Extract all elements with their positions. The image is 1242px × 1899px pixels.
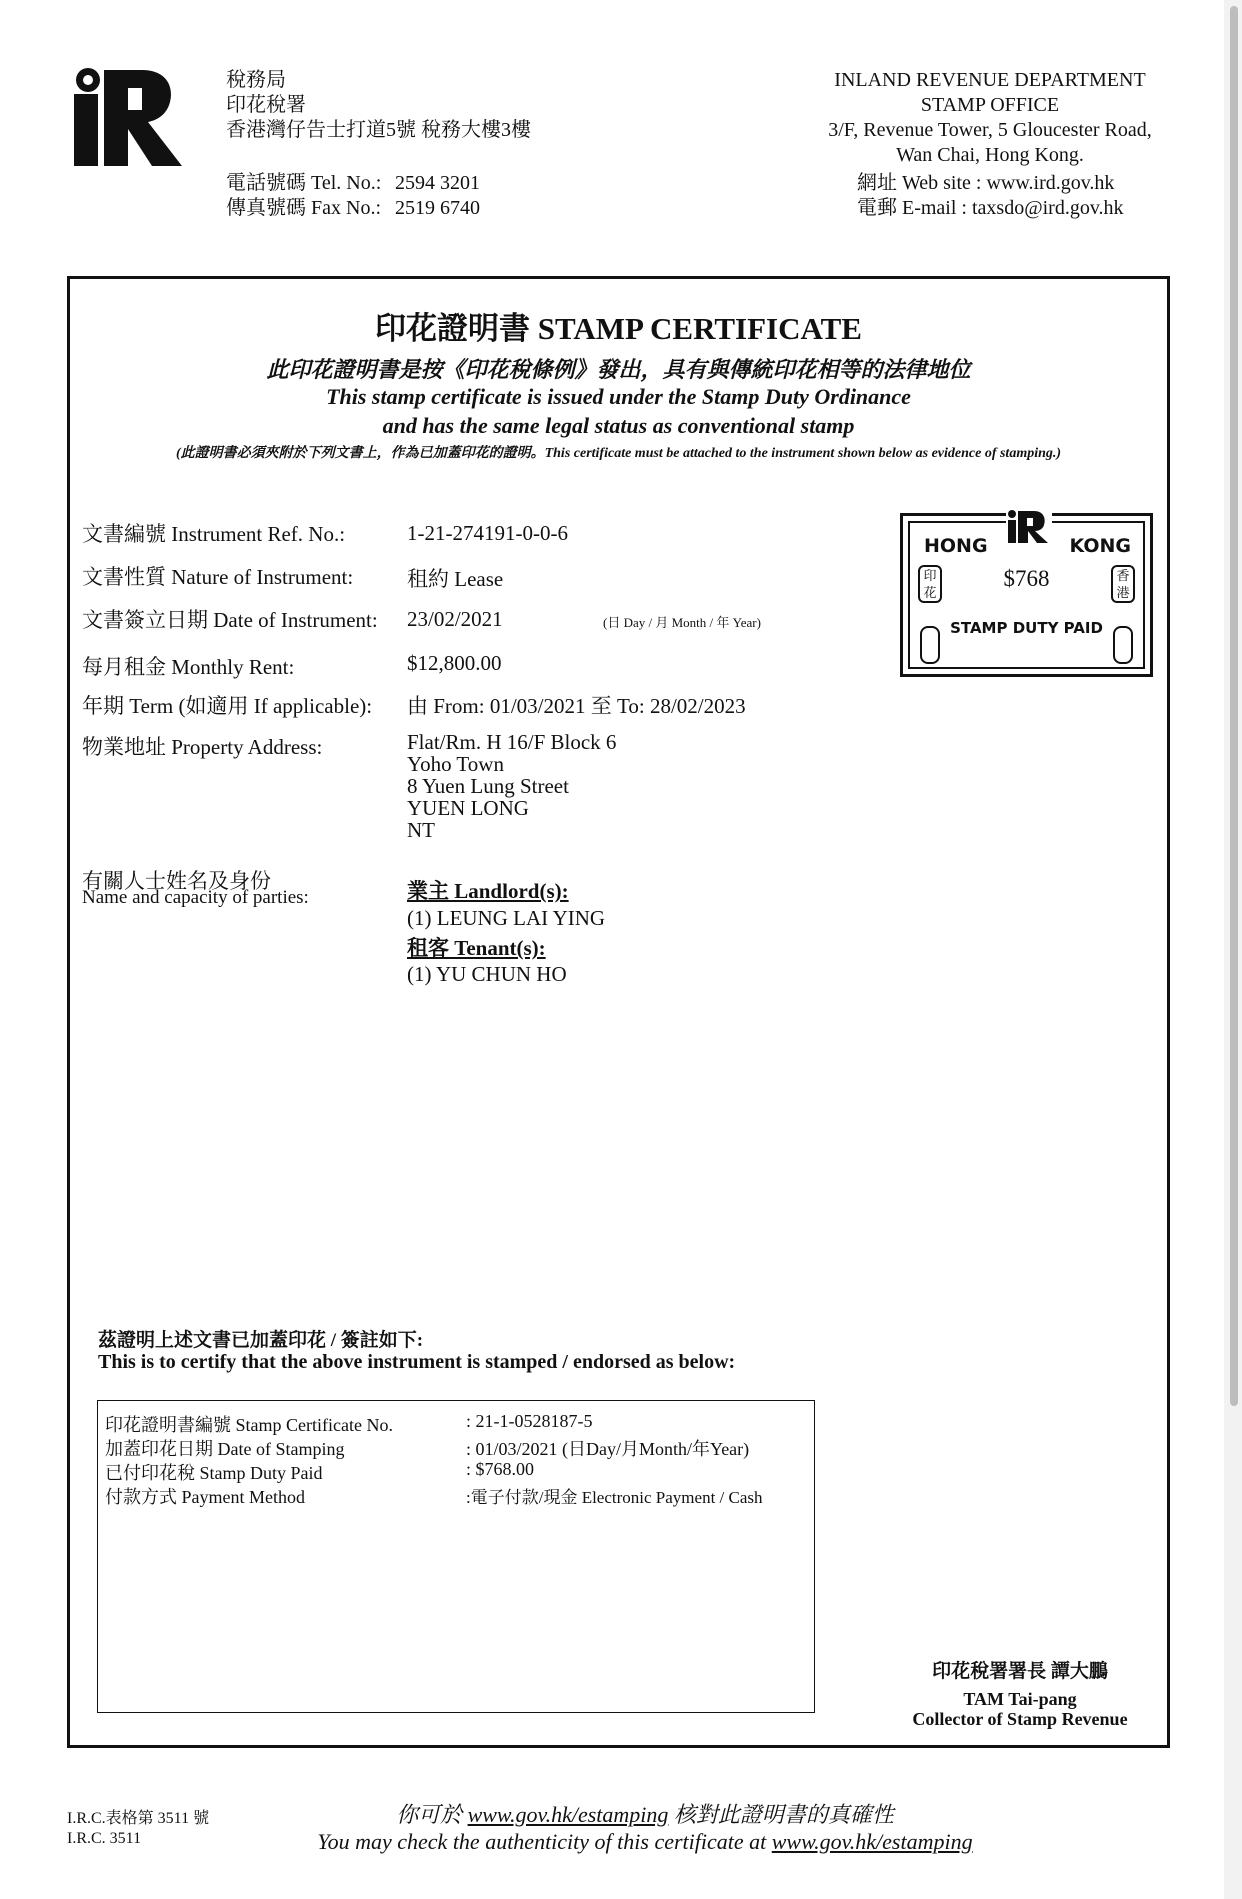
- address-line: NT: [407, 818, 435, 842]
- endorsement-heading-chi: 茲證明上述文書已加蓋印花 / 簽註如下:: [98, 1330, 424, 1351]
- verify-chi-suffix: 核對此證明書的真確性: [673, 1802, 894, 1827]
- tenant-name: (1) YU CHUN HO: [407, 962, 567, 986]
- collector-title-chi: 印花稅署署長 譚大鵬: [932, 1661, 1108, 1682]
- attachment-note: (此證明書必須夾附於下列文書上，作為已加蓋印花的證明。This certificate must be attached to the instrument shown below as evidence of stamping.): [175, 446, 1062, 461]
- stamp-logo-icon: [1006, 509, 1052, 545]
- certificate-title: 印花證明書 STAMP CERTIFICATE: [375, 311, 862, 346]
- tenant-heading: 租客 Tenant(s):: [407, 936, 546, 960]
- fax-label: 傳真號碼 Fax No.:: [226, 197, 381, 219]
- header-eng-address-1: 3/F, Revenue Tower, 5 Gloucester Road,: [828, 119, 1152, 141]
- stamping-date-value: : 01/03/2021 (日Day/月Month/年Year): [466, 1439, 750, 1459]
- nature-value: 租約 Lease: [407, 567, 504, 591]
- ref-label: 文書編號 Instrument Ref. No.:: [82, 522, 346, 546]
- duty-paid-value: : $768.00: [466, 1459, 535, 1479]
- nature-label: 文書性質 Nature of Instrument:: [82, 565, 354, 589]
- date-format-hint: (日 Day / 月 Month / 年 Year): [603, 615, 761, 630]
- tel-value: 2594 3201: [395, 172, 480, 194]
- payment-method-value: :電子付款/現金 Electronic Payment / Cash: [466, 1488, 763, 1507]
- endorsement-box: [97, 1400, 815, 1713]
- statement-eng-1: This stamp certificate is issued under the Stamp Duty Ordinance: [326, 384, 911, 409]
- stamp-amount: $768: [1003, 566, 1050, 591]
- rent-label: 每月租金 Monthly Rent:: [82, 655, 295, 679]
- verify-eng-prefix: You may check the authenticity of this certificate at: [317, 1829, 767, 1854]
- collector-title-eng: Collector of Stamp Revenue: [912, 1709, 1128, 1729]
- header-chi-dept: 稅務局: [226, 69, 286, 91]
- tel-label: 電話號碼 Tel. No.:: [226, 172, 382, 194]
- header-chi-office: 印花稅署: [226, 94, 306, 116]
- landlord-heading: 業主 Landlord(s):: [407, 879, 569, 903]
- stamp-side-right: 香港: [1111, 565, 1135, 603]
- ird-logo: [74, 68, 184, 166]
- stamping-date-label: 加蓋印花日期 Date of Stamping: [105, 1439, 345, 1459]
- verify-note-chi: [230, 1798, 1060, 1829]
- rent-value: $12,800.00: [407, 651, 502, 675]
- form-number-eng: I.R.C. 3511: [67, 1830, 142, 1847]
- address-line: 8 Yuen Lung Street: [407, 774, 569, 798]
- web-link[interactable]: www.ird.gov.hk: [986, 172, 1115, 194]
- stamp-kong: KONG: [1069, 535, 1131, 557]
- address-label: 物業地址 Property Address:: [82, 735, 323, 759]
- stamp-hong: HONG: [924, 535, 988, 557]
- ref-value: 1-21-274191-0-0-6: [407, 521, 568, 545]
- fax-value: 2519 6740: [395, 197, 480, 219]
- address-block: [407, 731, 616, 841]
- stamp-cert-no-value: : 21-1-0528187-5: [466, 1411, 593, 1431]
- stamp-side-left: 印花: [918, 565, 942, 603]
- statement-chi: 此印花證明書是按《印花稅條例》發出，具有與傳統印花相等的法律地位: [266, 357, 971, 382]
- header-eng-office: STAMP OFFICE: [920, 94, 1060, 116]
- header-eng-address-2: Wan Chai, Hong Kong.: [896, 144, 1084, 166]
- address-line: YUEN LONG: [407, 796, 529, 820]
- email-link[interactable]: taxsdo@ird.gov.hk: [971, 197, 1124, 219]
- term-value: 由 From: 01/03/2021 至 To: 28/02/2023: [407, 694, 746, 718]
- estamping-link-chi[interactable]: www.gov.hk/estamping: [467, 1802, 669, 1827]
- verify-chi-prefix: 你可於: [396, 1802, 463, 1827]
- web-label: 網址 Web site :: [857, 172, 982, 194]
- stamp-duty-paid-seal: [900, 513, 1153, 677]
- address-line: Flat/Rm. H 16/F Block 6: [407, 730, 617, 754]
- scrollbar-thumb[interactable]: [1230, 6, 1238, 1406]
- stamp-cert-no-label: 印花證明書編號 Stamp Certificate No.: [105, 1415, 393, 1435]
- header-eng-dept: INLAND REVENUE DEPARTMENT: [834, 69, 1146, 91]
- date-label: 文書簽立日期 Date of Instrument:: [82, 608, 378, 632]
- landlord-name: (1) LEUNG LAI YING: [407, 906, 606, 930]
- estamping-link-eng[interactable]: www.gov.hk/estamping: [771, 1829, 973, 1854]
- parties-label-eng: Name and capacity of parties:: [82, 887, 309, 908]
- statement-eng-2: and has the same legal status as conventional stamp: [382, 413, 855, 438]
- header-chi-address: 香港灣仔告士打道5號 稅務大樓3樓: [226, 119, 531, 141]
- date-value: 23/02/2021: [407, 607, 503, 631]
- verify-note-eng: [230, 1829, 1060, 1855]
- parties-label-chi: 有關人士姓名及身份: [82, 869, 271, 893]
- stamp-caption: STAMP DUTY PAID: [950, 619, 1103, 637]
- endorsement-heading-eng: This is to certify that the above instrument is stamped / endorsed as below:: [98, 1351, 736, 1373]
- form-number-chi: I.R.C.表格第 3511 號: [67, 1810, 210, 1827]
- address-line: Yoho Town: [407, 752, 504, 776]
- email-label: 電郵 E-mail :: [857, 197, 967, 219]
- duty-paid-label: 已付印花稅 Stamp Duty Paid: [105, 1463, 323, 1483]
- term-label: 年期 Term (如適用 If applicable):: [82, 694, 373, 718]
- collector-name: TAM Tai-pang: [963, 1689, 1077, 1709]
- payment-method-label: 付款方式 Payment Method: [105, 1487, 305, 1507]
